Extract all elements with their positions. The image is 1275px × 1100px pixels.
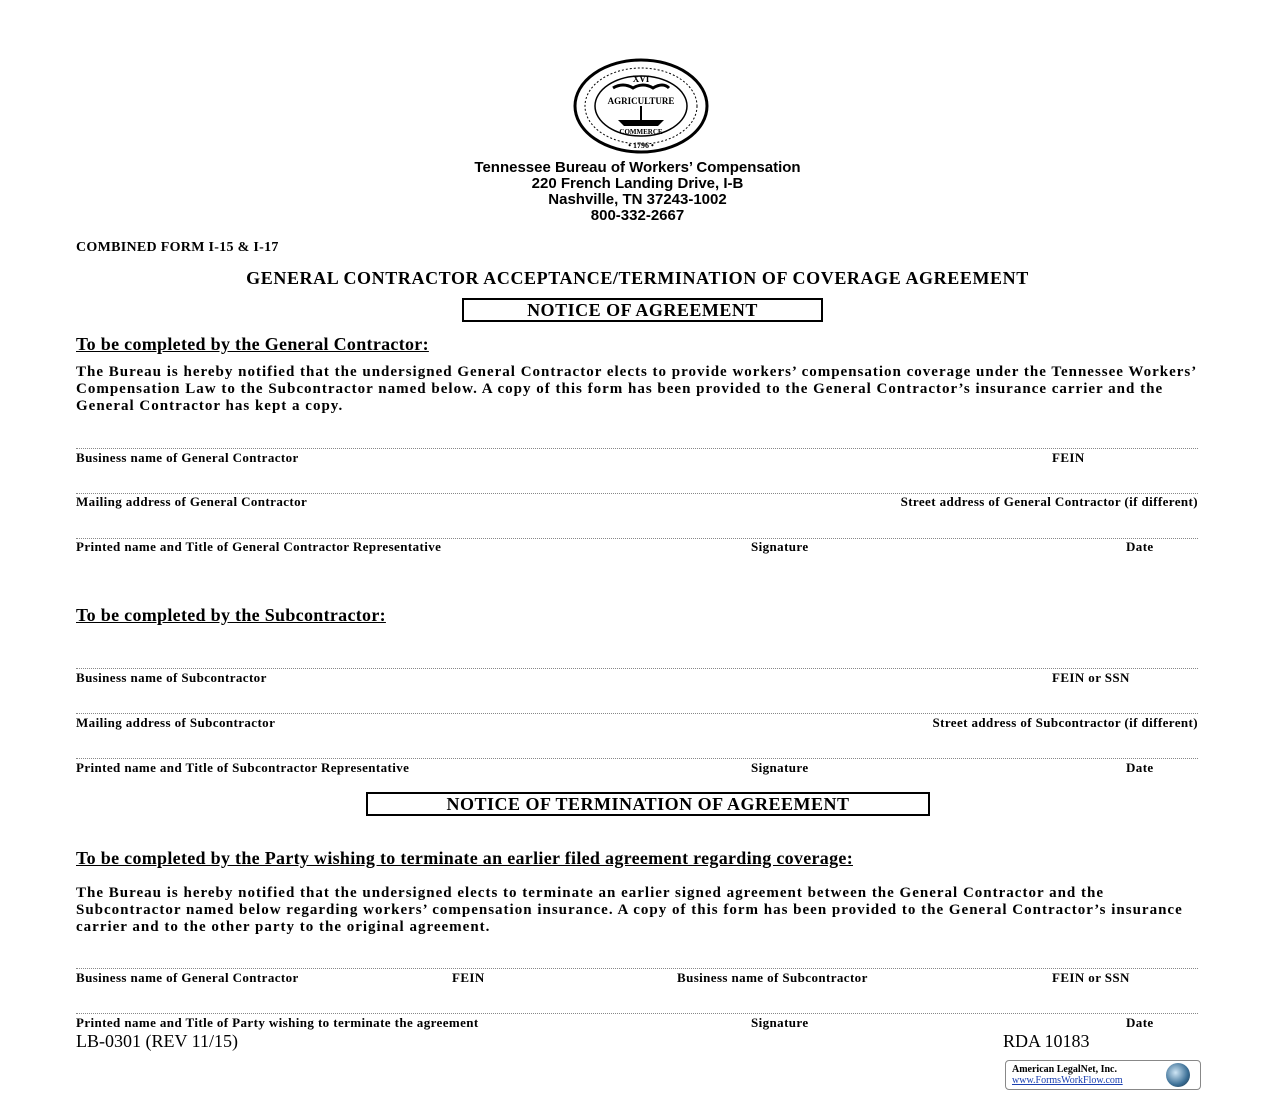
globe-icon — [1166, 1063, 1190, 1087]
svg-text:AGRICULTURE: AGRICULTURE — [607, 96, 675, 106]
label: Business name of Subcontractor — [76, 670, 267, 685]
label: FEIN or SSN — [1052, 670, 1130, 685]
termination-business-line[interactable] — [76, 968, 1198, 969]
termination-signature-line[interactable] — [76, 1013, 1198, 1014]
svg-text:XVI: XVI — [632, 74, 650, 84]
notice-of-agreement-heading: NOTICE OF AGREEMENT — [462, 298, 823, 322]
vendor-badge[interactable] — [1005, 1060, 1201, 1090]
agency-street: 220 French Landing Drive, I-B — [531, 175, 744, 192]
label: Printed name and Title of General Contractor Representative — [76, 539, 442, 554]
label: FEIN or SSN — [1052, 970, 1130, 985]
svg-text:• 1796 •: • 1796 • — [628, 141, 654, 150]
label: Printed name and Title of Subcontractor Representative — [76, 760, 410, 775]
svg-text:COMMERCE: COMMERCE — [619, 128, 663, 136]
label: Street address of Subcontractor (if different) — [932, 715, 1198, 730]
termination-section-heading: To be completed by the Party wishing to terminate an earlier filed agreement regarding coverage: — [76, 848, 853, 868]
label: Business name of General Contractor — [76, 970, 299, 985]
sub-address-line[interactable] — [76, 713, 1198, 714]
form-id: COMBINED FORM I-15 & I-17 — [76, 240, 279, 255]
label: FEIN — [1052, 450, 1085, 465]
vendor-link[interactable]: www.FormsWorkFlow.com — [1012, 1075, 1123, 1086]
notice-of-termination-heading: NOTICE OF TERMINATION OF AGREEMENT — [366, 792, 930, 816]
label: Mailing address of Subcontractor — [76, 715, 276, 730]
label: Business name of Subcontractor — [677, 970, 868, 985]
agency-phone: 800-332-2667 — [590, 207, 685, 224]
label: Date — [1126, 1015, 1154, 1030]
gc-notice-text: The Bureau is hereby notified that the undersigned General Contractor elects to provide workers’ compensation coverage under the Tennessee Workers’ Compensation Law to the Subcontractor named below. A copy of this form has been provided to the General Contractor’s insurance carrier and the General Contractor has kept a copy. — [76, 364, 1197, 414]
sub-signature-line[interactable] — [76, 758, 1198, 759]
agency-city: Nashville, TN 37243-1002 — [548, 191, 727, 208]
vendor-name: American LegalNet, Inc. — [1012, 1064, 1117, 1075]
agency-name: Tennessee Bureau of Workers’ Compensation — [474, 159, 801, 176]
label: Business name of General Contractor — [76, 450, 299, 465]
form-title: GENERAL CONTRACTOR ACCEPTANCE/TERMINATION OF COVERAGE AGREEMENT — [246, 268, 1029, 288]
form-revision: LB-0301 (REV 11/15) — [76, 1031, 238, 1051]
gc-business-line[interactable] — [76, 448, 1198, 449]
label: Signature — [751, 1015, 809, 1030]
gc-section-heading: To be completed by the General Contractor: — [76, 334, 429, 354]
tennessee-seal — [573, 58, 709, 159]
label: Street address of General Contractor (if different) — [900, 494, 1198, 509]
rda-number: RDA 10183 — [1003, 1031, 1090, 1051]
label: Signature — [751, 760, 809, 775]
label: FEIN — [452, 970, 485, 985]
termination-notice-text: The Bureau is hereby notified that the undersigned elects to terminate an earlier signed agreement between the General Contractor and the Subcontractor named below regarding workers’ compensation insurance. A copy of this form has been provided to the General Contractor’s insurance carrier and to the other party to the original agreement. — [76, 885, 1183, 935]
label: Signature — [751, 539, 809, 554]
label: Mailing address of General Contractor — [76, 494, 308, 509]
sub-section-heading: To be completed by the Subcontractor: — [76, 605, 386, 625]
label: Printed name and Title of Party wishing to terminate the agreement — [76, 1015, 479, 1030]
label: Date — [1126, 539, 1154, 554]
label: Date — [1126, 760, 1154, 775]
sub-business-line[interactable] — [76, 668, 1198, 669]
